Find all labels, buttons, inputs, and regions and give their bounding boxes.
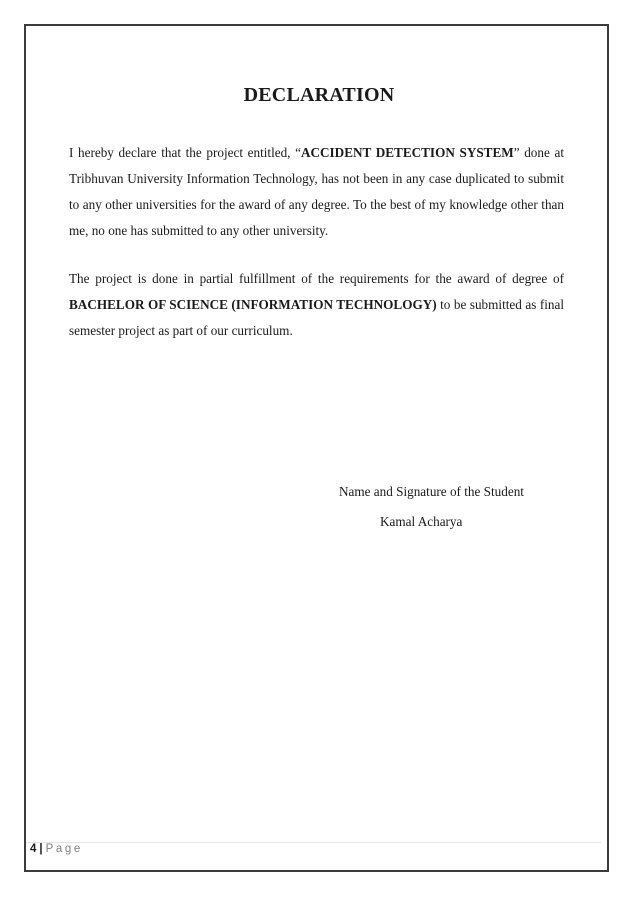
page-label: Page bbox=[45, 843, 83, 855]
paragraph1-intro: I hereby declare that the project entitled, “ bbox=[69, 145, 301, 160]
paragraph2-body: to be submitted as final semester project as part of our curriculum. bbox=[69, 297, 564, 338]
degree-paragraph bbox=[69, 266, 564, 344]
page-footer bbox=[30, 843, 83, 855]
signature-label: Name and Signature of the Student bbox=[339, 484, 524, 499]
declaration-paragraph bbox=[69, 140, 564, 244]
paragraph2-intro: The project is done in partial fulfillment of the requirements for the award of degree of bbox=[69, 271, 564, 286]
project-title: ACCIDENT DETECTION SYSTEM bbox=[300, 145, 514, 160]
degree-name: BACHELOR OF SCIENCE (INFORMATION TECHNOLOGY) bbox=[69, 297, 437, 312]
paragraph1-body: ” done at Tribhuvan University Information Technology, has not been in any case duplicated to submit to any other universities for the award of any degree. To the best of my knowledge other than me, no one has submitted to any other university. bbox=[69, 145, 564, 238]
student-name: Kamal Acharya bbox=[380, 514, 463, 529]
page-title: DECLARATION bbox=[243, 84, 395, 106]
page-number: 4 bbox=[30, 843, 37, 855]
footer-divider bbox=[26, 842, 601, 843]
footer-separator: | bbox=[39, 843, 43, 855]
